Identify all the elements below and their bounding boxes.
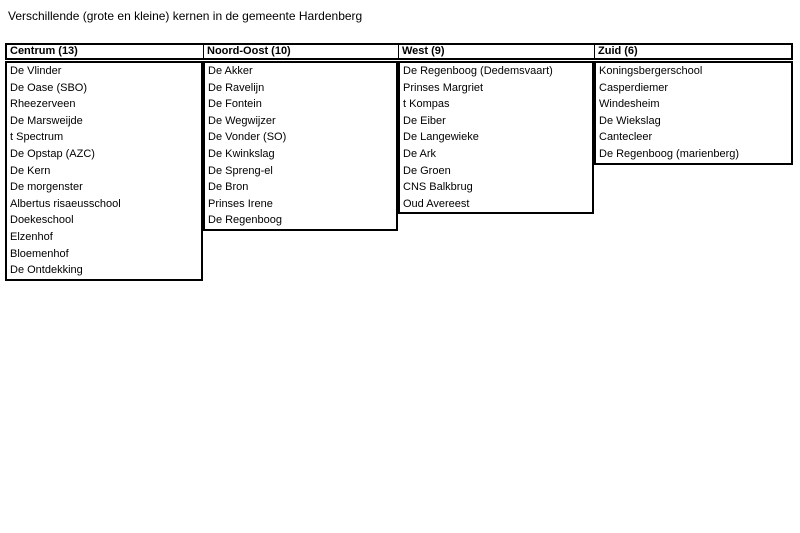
school-name-cell: Rheezerveen (10, 98, 76, 111)
school-name-cell: De Wiekslag (599, 114, 661, 127)
school-name-cell: De Kern (10, 164, 51, 177)
school-name-cell: t Spectrum (10, 131, 64, 144)
school-name-cell: Prinses Irene (208, 197, 273, 210)
school-name-cell: De morgenster (10, 181, 83, 194)
school-name-cell: De Vlinder (10, 65, 62, 77)
school-name-cell: De Regenboog (208, 214, 283, 227)
school-name-cell: Elzenhof (10, 230, 53, 243)
school-name-cell: De Regenboog (marienberg) (599, 147, 740, 160)
school-name-cell: De Fontein (208, 98, 262, 111)
page-title: Verschillende (grote en kleine) kernen in de gemeente Hardenberg (8, 9, 363, 23)
school-name-cell: Doekeschool (10, 214, 74, 227)
column-list-noord-oost (203, 61, 398, 231)
school-name-cell: De Regenboog (Dedemsvaart) (403, 65, 553, 77)
school-name-cell: Windesheim (599, 98, 660, 111)
school-name-cell: De Eiber (403, 114, 446, 127)
school-name-cell: Bloemenhof (10, 247, 69, 260)
school-name-cell: Casperdiemer (599, 81, 669, 94)
school-name-cell: Albertus risaeusschool (10, 197, 121, 210)
school-name-cell: De Langewieke (403, 131, 479, 144)
school-name-cell: De Marsweijde (10, 114, 83, 127)
school-name-cell: Oud Avereest (403, 197, 470, 210)
school-name-cell: De Vonder (SO) (208, 131, 287, 144)
school-name-cell: De Spreng-el (208, 164, 273, 177)
school-name-cell: De Bron (208, 181, 249, 194)
school-name-cell: De Opstap (AZC) (10, 147, 95, 160)
school-name-cell: De Ravelijn (208, 81, 265, 94)
school-name-cell: De Groen (403, 164, 451, 177)
school-name-cell: De Oase (SBO) (10, 81, 88, 94)
school-name-cell: CNS Balkbrug (403, 181, 473, 194)
table-header-row (5, 43, 793, 60)
school-name-cell: Koningsbergerschool (599, 65, 703, 77)
column-header-zuid: Zuid (6) (594, 45, 791, 58)
column-list-west (398, 61, 594, 214)
column-list-zuid (594, 61, 793, 165)
school-name-cell: t Kompas (403, 98, 450, 111)
column-header-noord-oost: Noord-Oost (10) (203, 45, 398, 58)
column-header-centrum: Centrum (13) (10, 45, 78, 57)
school-name-cell: De Akker (208, 65, 253, 77)
column-list-centrum (5, 61, 203, 281)
school-name-cell: De Wegwijzer (208, 114, 276, 127)
school-name-cell: De Kwinkslag (208, 147, 275, 160)
column-header-west: West (9) (398, 45, 594, 58)
school-name-cell: De Ontdekking (10, 264, 83, 277)
school-name-cell: De Ark (403, 147, 437, 160)
school-name-cell: Cantecleer (599, 131, 653, 144)
school-name-cell: Prinses Margriet (403, 81, 484, 94)
